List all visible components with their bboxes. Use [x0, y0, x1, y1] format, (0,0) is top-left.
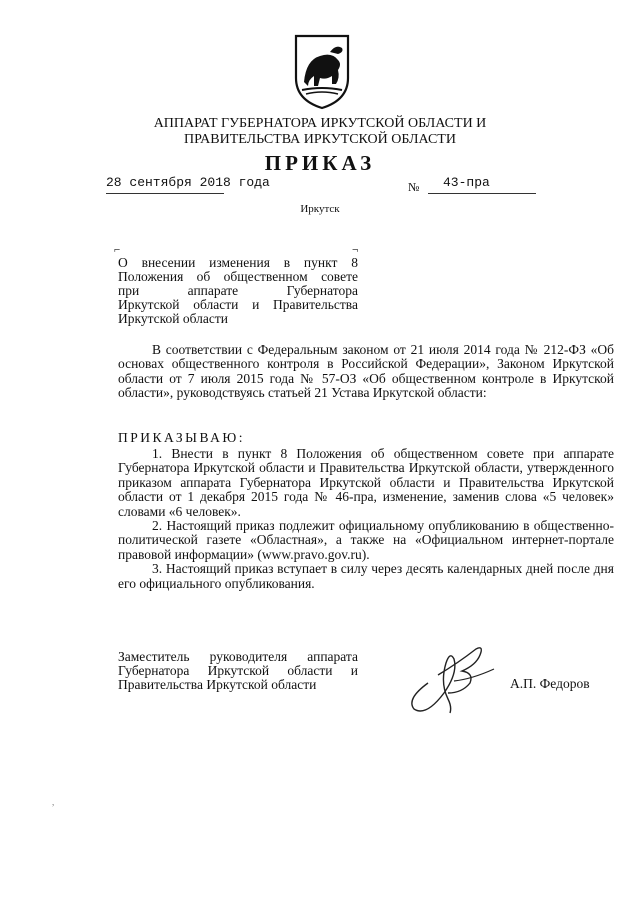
order-item: 2. Настоящий приказ подлежит официальному опубликованию в общественно-политической газете «Областная», а также на «Официальном интернет-портале правовой информации» (www.pravo.gov.ru).	[118, 518, 614, 562]
subject-line: при аппарате Губернатора	[118, 283, 358, 298]
document-title: ПРИКАЗ	[264, 151, 376, 175]
scan-mark: ,	[52, 797, 55, 807]
position-line: Правительства Иркутской области	[118, 677, 317, 692]
subject-line: Иркутской области	[118, 311, 229, 326]
order-item: 1. Внести в пункт 8 Положения об общественном совете при аппарате Губернатора Иркутской области и Правительства Иркутской области, утвержденного приказом аппарата Губернатора Иркутской области и Правительства Иркутской области от 1 декабря 2015 года № 46-пра, изменение, заменив слова «5 человек» словами «6 человек».	[118, 446, 614, 519]
subject-line: О внесении изменения в пункт 8	[118, 255, 358, 270]
order-items	[118, 447, 614, 591]
handwritten-signature-icon	[400, 643, 506, 715]
document-date: 28 сентября 2018 года	[106, 175, 270, 190]
document-city: Иркутск	[300, 203, 340, 215]
position-line: Заместитель руководителя аппарата	[118, 649, 358, 664]
organization-name-line1: АППАРАТ ГУБЕРНАТОРА ИРКУТСКОЙ ОБЛАСТИ И	[153, 116, 487, 131]
signer-name: А.П. Федоров	[510, 676, 590, 691]
order-word: ПРИКАЗЫВАЮ:	[118, 430, 245, 445]
order-item: 3. Настоящий приказ вступает в силу через десять календарных дней после дня его официального опубликования.	[118, 561, 614, 591]
preamble-text: В соответствии с Федеральным законом от 21 июля 2014 года № 212-ФЗ «Об основах общественного контроля в Российской Федерации», Законом Иркутской области от 7 июля 2015 года № 57-ОЗ «Об общественном контроле в Иркутской области», руководствуясь статьей 21 Устава Иркутской области:	[118, 342, 614, 401]
coat-of-arms-icon	[292, 30, 352, 110]
number-sign: №	[408, 180, 420, 194]
document-number: 43-пра	[443, 175, 490, 190]
organization-name-line2: ПРАВИТЕЛЬСТВА ИРКУТСКОЙ ОБЛАСТИ	[184, 132, 456, 147]
number-underline	[428, 193, 536, 194]
subject-line: Иркутской области и Правительства	[118, 297, 358, 312]
subject-corner-right: ¬	[352, 244, 359, 256]
signature-position	[118, 650, 358, 692]
preamble-paragraph	[118, 343, 614, 401]
subject-line: Положения об общественном совете	[118, 269, 358, 284]
date-underline	[106, 193, 224, 194]
subject-corner-left: ⌐	[114, 244, 121, 256]
document-subject	[118, 256, 358, 326]
position-line: Губернатора Иркутской области и	[118, 663, 358, 678]
